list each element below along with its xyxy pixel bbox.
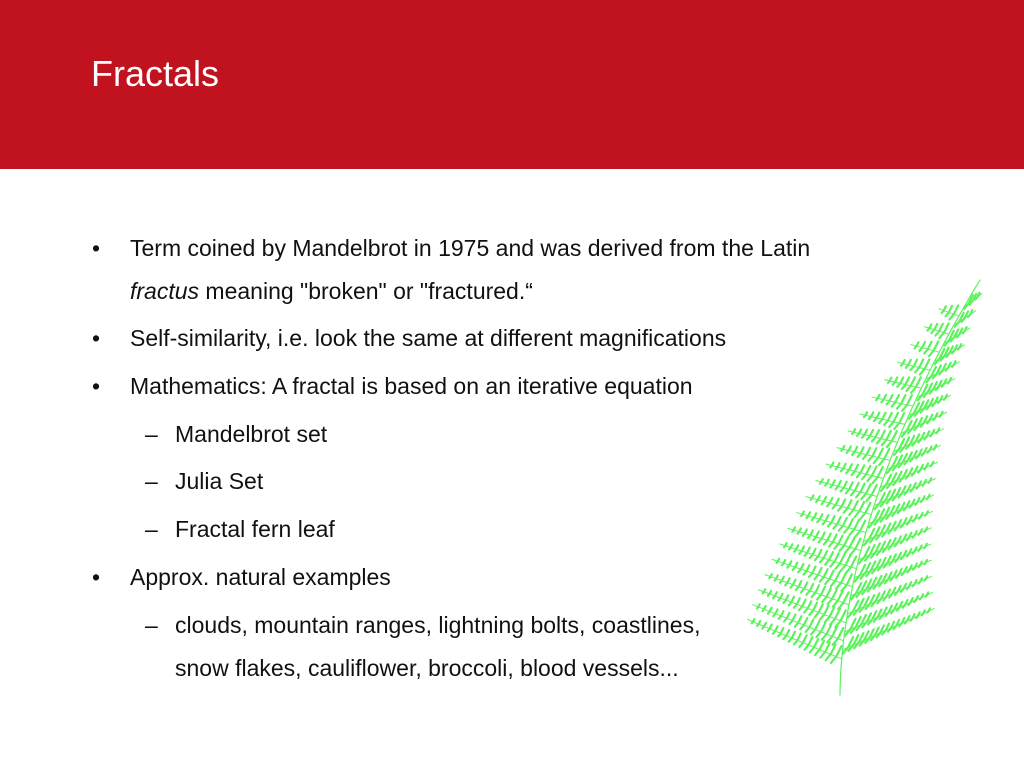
dash-marker: –: [145, 468, 158, 494]
sub-item-text: Mandelbrot set: [175, 421, 328, 447]
sub-item-text: Julia Set: [175, 468, 264, 494]
list-item-text: meaning "broken" or "fractured.“: [199, 278, 533, 304]
bullet-marker: •: [92, 235, 101, 261]
sub-item-text: Fractal fern leaf: [175, 516, 335, 542]
sub-list-item: [145, 611, 701, 639]
list-item-text: Self-similarity, i.e. look the same at different magnifications: [130, 325, 727, 351]
sub-item-text: snow flakes, cauliflower, broccoli, blood vessels...: [175, 655, 679, 681]
list-item-text: Mathematics: A fractal is based on an iterative equation: [130, 373, 693, 399]
sub-list-item: [145, 467, 264, 495]
list-item: [92, 372, 693, 400]
slide-title: Fractals: [91, 53, 220, 94]
list-item-text: Approx. natural examples: [130, 564, 391, 590]
list-item-text: Term coined by Mandelbrot in 1975 and was derived from the Latin: [130, 235, 811, 261]
dash-marker: –: [145, 421, 158, 447]
fern-leaf-icon: [700, 270, 1000, 700]
dash-marker: –: [145, 516, 158, 542]
slide-header: [0, 0, 1024, 169]
sub-list-item: [145, 420, 328, 448]
list-item-continuation: [130, 277, 533, 305]
bullet-marker: •: [92, 325, 101, 351]
dash-marker: –: [145, 612, 158, 638]
list-item: [92, 563, 391, 591]
list-item: [92, 324, 727, 352]
sub-item-text: clouds, mountain ranges, lightning bolts, coastlines,: [175, 612, 701, 638]
italic-term: fractus: [130, 278, 200, 304]
list-item: [92, 234, 811, 262]
bullet-marker: •: [92, 564, 101, 590]
sub-list-item: [145, 515, 335, 543]
sub-list-item-continuation: [175, 654, 679, 682]
bullet-marker: •: [92, 373, 101, 399]
